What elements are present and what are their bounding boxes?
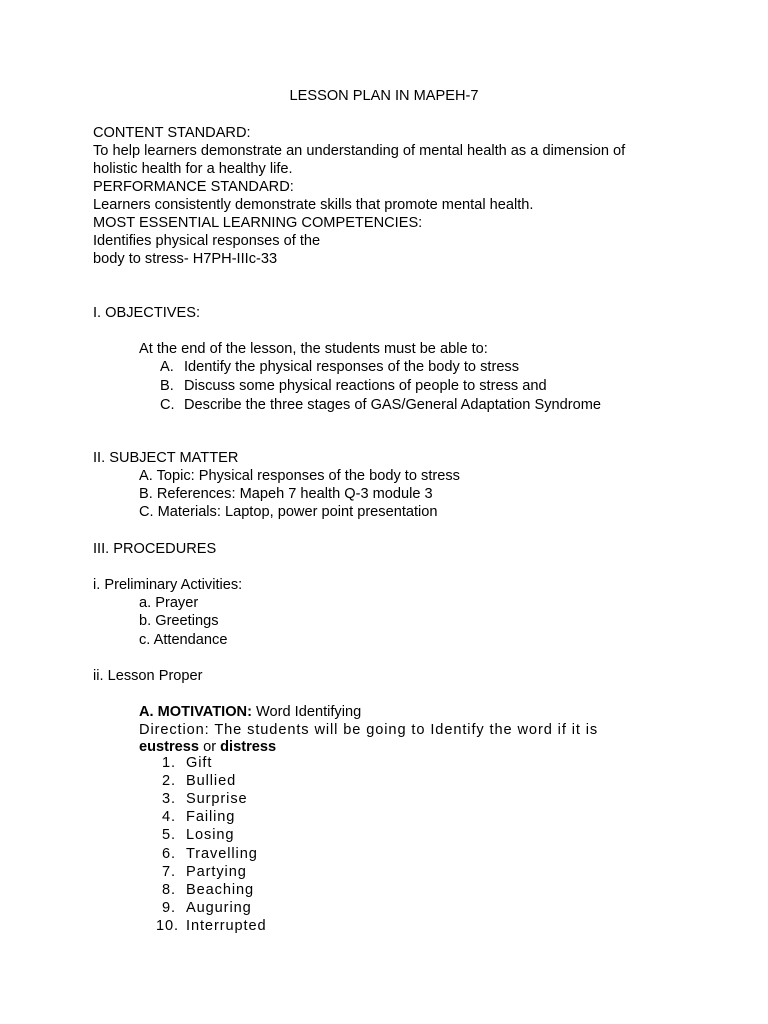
objective-marker: B.: [160, 378, 174, 394]
list-number: 9.: [162, 900, 176, 916]
objectives-intro: At the end of the lesson, the students must be able to:: [139, 341, 488, 357]
melc-text-1: Identifies physical responses of the: [93, 233, 321, 249]
preliminary-item: b. Greetings: [139, 613, 219, 629]
list-word: Auguring: [186, 900, 252, 916]
preliminary-item: a. Prayer: [139, 595, 199, 611]
option-separator: or: [199, 739, 221, 755]
preliminary-item: c. Attendance: [139, 632, 228, 648]
list-number: 5.: [162, 827, 176, 843]
list-number: 6.: [162, 846, 176, 862]
performance-standard-heading: PERFORMANCE STANDARD:: [93, 179, 294, 195]
list-number: 4.: [162, 809, 176, 825]
melc-heading: MOST ESSENTIAL LEARNING COMPETENCIES:: [93, 215, 423, 231]
list-word: Failing: [186, 809, 236, 825]
subject-matter-item: C. Materials: Laptop, power point presentation: [139, 504, 438, 520]
melc-text-2: body to stress- H7PH-IIIc-33: [93, 251, 278, 267]
list-word: Gift: [186, 755, 213, 771]
subject-matter-item: A. Topic: Physical responses of the body to stress: [139, 468, 460, 484]
lesson-proper-heading: ii. Lesson Proper: [93, 668, 203, 684]
content-standard-text-1: To help learners demonstrate an understanding of mental health as a dimension of: [93, 143, 626, 159]
page-title: LESSON PLAN IN MAPEH-7: [289, 88, 479, 104]
subject-matter-item: B. References: Mapeh 7 health Q-3 module 3: [139, 486, 433, 502]
motivation-line: [139, 703, 361, 721]
list-number: 7.: [162, 864, 176, 880]
list-word: Partying: [186, 864, 247, 880]
list-number: 2.: [162, 773, 176, 789]
option-distress: distress: [220, 739, 277, 755]
motivation-direction: Direction: The students will be going to Identify the word if it is: [139, 722, 599, 738]
objective-text: Identify the physical responses of the body to stress: [184, 359, 520, 375]
list-number: 8.: [162, 882, 176, 898]
performance-standard-text: Learners consistently demonstrate skills that promote mental health.: [93, 197, 534, 213]
objective-marker: C.: [160, 397, 175, 413]
list-word: Travelling: [186, 846, 258, 862]
procedures-heading: III. PROCEDURES: [93, 541, 217, 557]
list-word: Losing: [186, 827, 235, 843]
list-number: 1.: [162, 755, 176, 771]
list-number: 3.: [162, 791, 176, 807]
list-number: 10.: [156, 918, 179, 934]
preliminary-heading: i. Preliminary Activities:: [93, 577, 243, 593]
list-word: Surprise: [186, 791, 248, 807]
objective-text: Describe the three stages of GAS/General Adaptation Syndrome: [184, 397, 601, 413]
objective-marker: A.: [160, 359, 174, 375]
content-standard-heading: CONTENT STANDARD:: [93, 125, 251, 141]
subject-matter-heading: II. SUBJECT MATTER: [93, 450, 239, 466]
option-eustress: eustress: [139, 739, 200, 755]
objective-text: Discuss some physical reactions of people to stress and: [184, 378, 547, 394]
motivation-label: A. MOTIVATION:: [139, 704, 252, 720]
content-standard-text-2: holistic health for a healthy life.: [93, 161, 293, 177]
list-word: Beaching: [186, 882, 255, 898]
list-word: Interrupted: [186, 918, 267, 934]
motivation-title: Word Identifying: [251, 704, 362, 720]
objectives-heading: I. OBJECTIVES:: [93, 305, 201, 321]
list-word: Bullied: [186, 773, 237, 789]
